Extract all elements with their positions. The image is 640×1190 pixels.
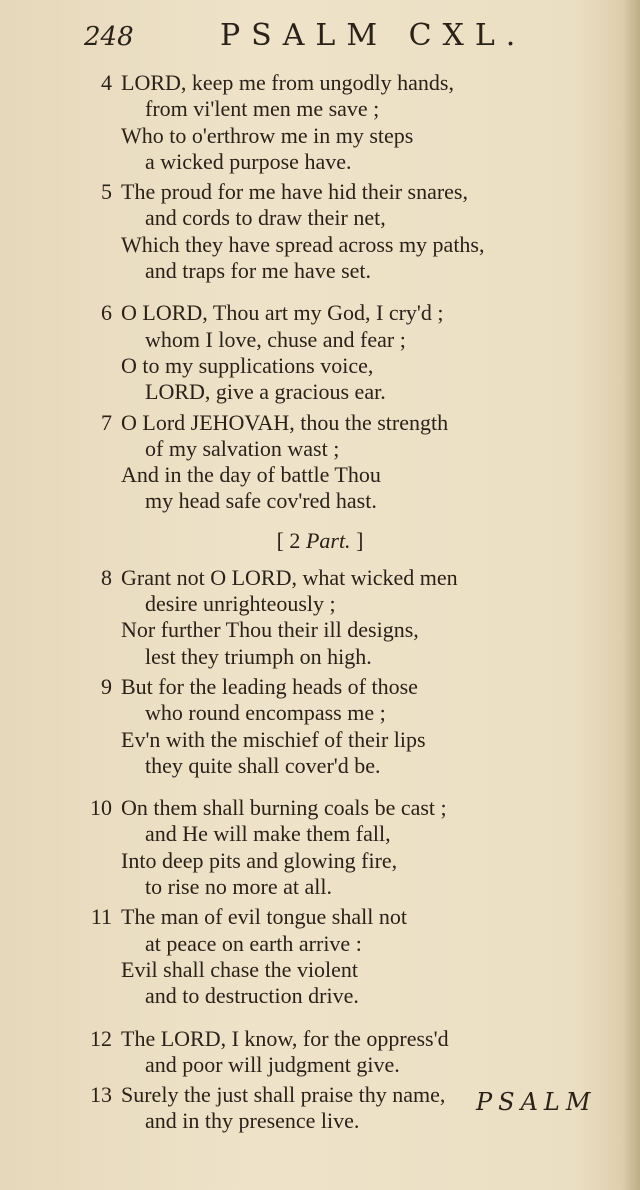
verse-line: O LORD, Thou art my God, I cry'd ;: [121, 300, 444, 326]
verse-line: Ev'n with the mischief of their lips: [121, 726, 426, 752]
verse-5: [0, 179, 640, 284]
verse-line: a wicked purpose have.: [145, 148, 352, 174]
verse-9: [0, 674, 640, 779]
verse-line: and to destruction drive.: [145, 983, 359, 1009]
verse-line: and in thy presence live.: [145, 1108, 360, 1134]
verse-line: and He will make them fall,: [145, 821, 391, 847]
verse-line: and poor will judgment give.: [145, 1051, 400, 1077]
verse-number: 5: [101, 179, 112, 205]
verse-number: 8: [101, 564, 112, 590]
verse-10: [0, 795, 640, 900]
verse-line: O to my supplications voice,: [121, 352, 374, 378]
verse-number: 7: [101, 409, 112, 435]
verse-line: LORD, keep me from ungodly hands,: [121, 70, 454, 95]
verse-line: from vi'lent men me save ;: [145, 96, 380, 122]
verse-line: at peace on earth arrive :: [145, 930, 362, 956]
verse-number: 10: [90, 795, 112, 821]
verse-line: Into deep pits and glowing fire,: [121, 847, 398, 873]
psalm-text: [0, 70, 640, 1139]
verse-line: LORD, give a gracious ear.: [145, 379, 386, 405]
verse-11: [0, 904, 640, 1009]
part-word: Part.: [305, 527, 351, 553]
verse-12: [0, 1026, 640, 1079]
verse-line: they quite shall cover'd be.: [145, 752, 381, 778]
verse-number: 12: [90, 1025, 112, 1051]
verse-number: 6: [101, 300, 112, 326]
verse-line: whom I love, chuse and fear ;: [145, 326, 406, 352]
verse-line: to rise no more at all.: [145, 874, 332, 900]
verse-line: And in the day of battle Thou: [121, 462, 381, 488]
verse-line: Which they have spread across my paths,: [121, 231, 485, 257]
part-bracket-open: [ 2: [276, 527, 301, 553]
verse-line: desire unrighteously ;: [145, 591, 336, 617]
verse-line: The LORD, I know, for the oppress'd: [121, 1025, 449, 1051]
part-heading: [0, 519, 640, 563]
verse-line: Who to o'erthrow me in my steps: [121, 122, 414, 148]
verse-number: 4: [101, 70, 112, 95]
verse-line: Surely the just shall praise thy name,: [121, 1082, 446, 1108]
verse-line: Grant not O LORD, what wicked men: [121, 564, 458, 590]
verse-line: of my salvation wast ;: [145, 435, 340, 461]
verse-line: But for the leading heads of those: [121, 673, 418, 699]
verse-line: who round encompass me ;: [145, 700, 386, 726]
verse-line: and traps for me have set.: [145, 258, 372, 284]
verse-number: 13: [90, 1082, 112, 1108]
page-header: [0, 18, 640, 58]
page-number: 248: [84, 22, 134, 52]
verse-7: [0, 410, 640, 515]
verse-8: [0, 565, 640, 670]
catchword: PSALM: [476, 1088, 597, 1116]
verse-line: Evil shall chase the violent: [121, 956, 359, 982]
verse-6: [0, 300, 640, 405]
verse-line: The proud for me have hid their snares,: [121, 179, 468, 205]
verse-line: lest they triumph on high.: [145, 643, 372, 669]
verse-line: O Lord JEHOVAH, thou the strength: [121, 409, 449, 435]
verse-number: 9: [101, 673, 112, 699]
running-head: PSALM CXL.: [220, 18, 527, 53]
verse-4: [0, 70, 640, 175]
verse-number: 11: [90, 904, 112, 930]
verse-line: On them shall burning coals be cast ;: [121, 795, 447, 821]
verse-line: Nor further Thou their ill designs,: [121, 617, 419, 643]
verse-line: my head safe cov'red hast.: [145, 488, 377, 514]
verse-line: The man of evil tongue shall not: [121, 904, 407, 930]
part-bracket-close: ]: [356, 527, 364, 553]
verse-line: and cords to draw their net,: [145, 205, 386, 231]
